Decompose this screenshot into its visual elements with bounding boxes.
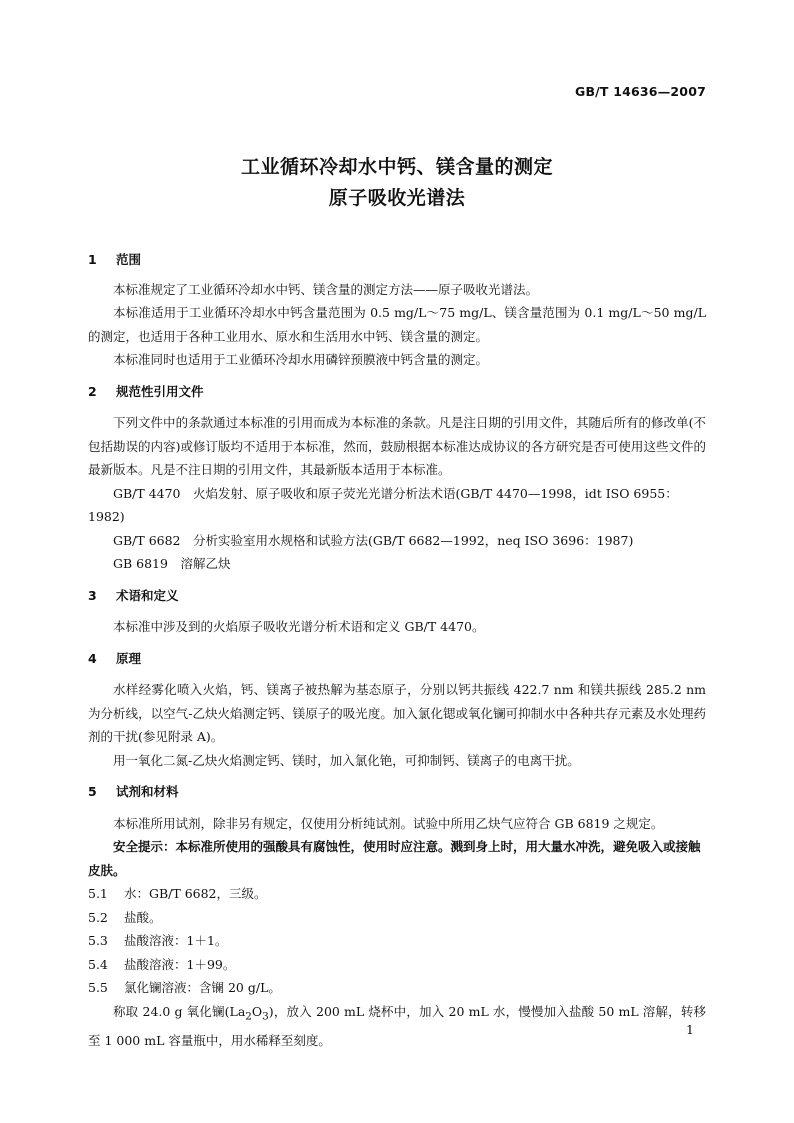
item-number: 5.1 bbox=[88, 886, 108, 901]
safety-warning: 安全提示：本标准所使用的强酸具有腐蚀性，使用时应注意。溅到身上时，用大量水冲洗，避免吸入或接触皮肤。 bbox=[88, 839, 701, 878]
reference-item: GB/T 4470 火焰发射、原子吸收和原子荧光光谱分析法术语(GB/T 4470—1998，idt ISO 6955：1982) bbox=[88, 485, 678, 524]
section-heading-terms bbox=[88, 584, 706, 608]
prep-text: )，放入 200 mL 烧杯中，加入 20 mL 水，慢慢加入盐酸 50 mL 溶解，转移至 1 000 mL 容量瓶中，用水稀释至刻度。 bbox=[88, 1003, 706, 1048]
list-item bbox=[88, 929, 706, 953]
subscript: 2 bbox=[245, 1010, 252, 1022]
section-title: 范围 bbox=[116, 252, 142, 267]
section-number: 3 bbox=[88, 587, 97, 603]
prep-text: 称取 24.0 g 氧化镧(La bbox=[113, 1003, 246, 1019]
document-body bbox=[88, 248, 706, 1052]
item-text: 氯化镧溶液：含镧 20 g/L。 bbox=[124, 980, 281, 995]
section-heading-scope bbox=[88, 248, 706, 272]
item-text: 水：GB/T 6682，三级。 bbox=[124, 886, 267, 901]
preparation-paragraph bbox=[88, 1000, 706, 1053]
item-number: 5.2 bbox=[88, 909, 108, 925]
page-subtitle: 原子吸收光谱法 bbox=[328, 187, 466, 209]
section-heading-principle bbox=[88, 647, 706, 671]
item-number: 5.3 bbox=[88, 933, 108, 948]
page-number: 1 bbox=[686, 1022, 694, 1037]
reference-item: GB/T 6682 分析实验室用水规格和试验方法(GB/T 6682—1992，neq ISO 3696：1987) bbox=[113, 532, 634, 548]
section-title: 术语和定义 bbox=[116, 587, 179, 603]
section-title: 试剂和材料 bbox=[116, 784, 179, 799]
page-title: 工业循环冷却水中钙、镁含量的测定 bbox=[240, 156, 553, 178]
item-number: 5.5 bbox=[88, 980, 108, 995]
paragraph: 本标准所用试剂，除非另有规定，仅使用分析纯试剂。试验中所用乙炔气应符合 GB 6819 之规定。 bbox=[113, 815, 664, 831]
section-heading-reagents bbox=[88, 780, 706, 804]
section-number: 1 bbox=[88, 252, 97, 267]
list-item bbox=[88, 976, 706, 1000]
reference-item: GB 6819 溶解乙炔 bbox=[113, 556, 231, 571]
subscript: 3 bbox=[262, 1010, 269, 1022]
section-number: 5 bbox=[88, 784, 97, 799]
list-item bbox=[88, 882, 706, 906]
paragraph: 水样经雾化喷入火焰，钙、镁离子被热解为基态原子，分别以钙共振线 422.7 nm 和镁共振线 285.2 nm为分析线，以空气-乙炔火焰测定钙、镁原子的吸光度。加入氯化锶或氧化镧可抑制水中各种共存元素及水处理药剂的干扰(参见附录 A)。 bbox=[88, 682, 706, 744]
section-heading-normative-references bbox=[88, 380, 706, 404]
prep-text: O bbox=[251, 1003, 263, 1019]
section-title: 原理 bbox=[116, 650, 142, 666]
paragraph: 用一氧化二氮-乙炔火焰测定钙、镁时，加入氯化铯，可抑制钙、镁离子的电离干扰。 bbox=[113, 752, 580, 768]
item-text: 盐酸。 bbox=[124, 909, 162, 925]
section-number: 2 bbox=[88, 383, 97, 399]
paragraph: 下列文件中的条款通过本标准的引用而成为本标准的条款。凡是注日期的引用文件，其随后所有的修改单(不包括勘误的内容)或修订版均不适用于本标准，然而，鼓励根据本标准达成协议的各方研究是否可使用这些文件的最新版本。凡是不注日期的引用文件，其最新版本适用于本标准。 bbox=[88, 415, 706, 477]
paragraph: 本标准同时也适用于工业循环冷却水用磷锌预膜液中钙含量的测定。 bbox=[113, 352, 489, 367]
section-title: 规范性引用文件 bbox=[116, 383, 204, 399]
item-text: 盐酸溶液：1＋99。 bbox=[124, 956, 236, 972]
list-item bbox=[88, 953, 706, 977]
list-item bbox=[88, 906, 706, 930]
paragraph: 本标准规定了工业循环冷却水中钙、镁含量的测定方法——原子吸收光谱法。 bbox=[113, 281, 539, 297]
item-text: 盐酸溶液：1＋1。 bbox=[124, 933, 228, 948]
paragraph: 本标准中涉及到的火焰原子吸收光谱分析术语和定义 GB/T 4470。 bbox=[113, 619, 485, 634]
item-number: 5.4 bbox=[88, 956, 108, 972]
standard-code: GB/T 14636—2007 bbox=[574, 84, 706, 99]
paragraph: 本标准适用于工业循环冷却水中钙含量范围为 0.5 mg/L～75 mg/L、镁含量范围为 0.1 mg/L～50 mg/L 的测定，也适用于各种工业用水、原水和生活用水中钙、镁含量的测定。 bbox=[88, 305, 706, 344]
section-number: 4 bbox=[88, 650, 97, 666]
